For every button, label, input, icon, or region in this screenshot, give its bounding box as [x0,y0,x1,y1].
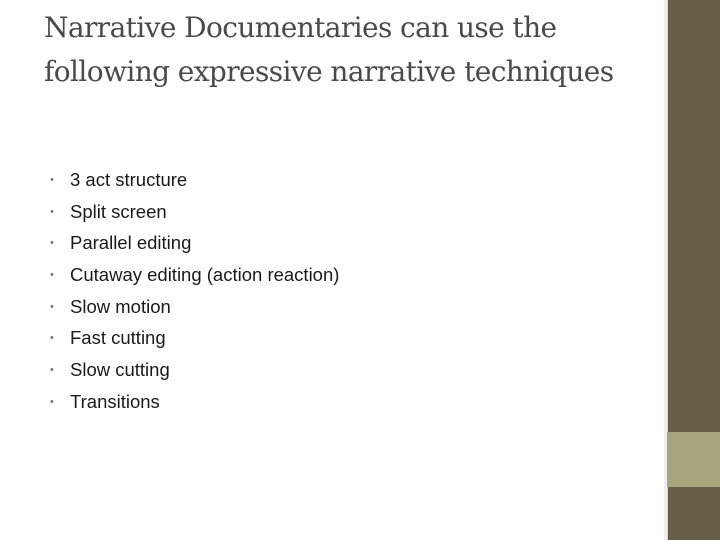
bullet-icon: • [50,268,54,281]
bullet-icon: • [50,395,54,408]
bullet-item-slow-motion [50,291,610,323]
bullet-text: Slow motion [70,295,171,317]
bullet-text: Slow cutting [70,358,170,380]
bullet-item-fast-cutting [50,322,610,354]
bullet-item-cutaway-editing [50,259,610,291]
bullet-item-slow-cutting [50,354,610,386]
bullet-item-three-act-structure [50,164,610,196]
bullet-icon: • [50,332,54,345]
bullet-icon: • [50,173,54,186]
bullet-text: 3 act structure [70,168,188,190]
bullet-item-split-screen [50,196,610,228]
bullet-icon: • [50,363,54,376]
bullet-item-transitions [50,386,610,418]
bullet-list [50,164,610,418]
bullet-text: Fast cutting [70,327,166,349]
bullet-text: Transitions [70,390,160,412]
bullet-text: Split screen [70,200,167,222]
bullet-text: Cutaway editing (action reaction) [70,263,340,285]
slide-title: Narrative Documentaries can use the following expressive narrative techniques [44,11,614,88]
bullet-icon: • [50,205,54,218]
side-bar-accent [667,432,720,487]
bullet-icon: • [50,300,54,313]
bullet-text: Parallel editing [70,232,192,254]
bullet-item-parallel-editing [50,227,610,259]
bullet-icon: • [50,237,54,250]
